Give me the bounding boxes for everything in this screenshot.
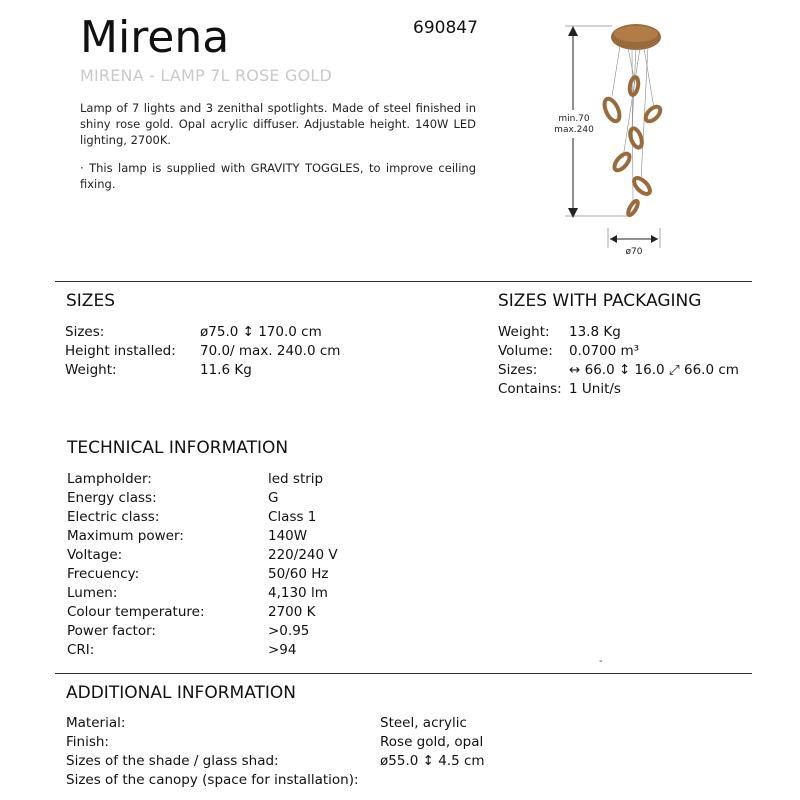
table-row (67, 470, 487, 489)
row-label: Weight: (498, 324, 550, 340)
row-value: ↔ 66.0 ↕ 16.0 ⤢ 66.0 cm (569, 362, 739, 378)
stray-mark: - (599, 656, 603, 667)
product-code: 690847 (413, 18, 478, 38)
table-row (66, 714, 746, 733)
additional-heading: ADDITIONAL INFORMATION (66, 683, 296, 703)
row-value: >94 (268, 642, 297, 658)
table-row (67, 546, 487, 565)
row-label: Height installed: (65, 343, 176, 359)
row-value: G (268, 490, 279, 506)
row-label: Sizes of the shade / glass shad: (66, 753, 279, 769)
table-row (65, 342, 485, 361)
row-label: Frecuency: (67, 566, 140, 582)
sizes-heading: SIZES (66, 291, 115, 311)
row-value: ø55.0 ↕ 4.5 cm (380, 753, 485, 769)
height-label-max: max.240 (554, 125, 594, 135)
table-row (66, 752, 746, 771)
row-label: Energy class: (67, 490, 157, 506)
row-value: led strip (268, 471, 324, 487)
row-value: 4,130 lm (268, 585, 328, 601)
row-label: Sizes: (498, 362, 538, 378)
row-value: 1 Unit/s (569, 381, 621, 397)
table-row (65, 361, 485, 380)
product-description: Lamp of 7 lights and 3 zenithal spotlights. Made of steel finished in shiny rose gold. Opal acrylic diffuser. Adjustable height. 140W LED lighting, 2700K. (80, 101, 476, 147)
row-label: Weight: (65, 362, 117, 378)
row-label: Power factor: (67, 623, 156, 639)
row-value: Rose gold, opal (380, 734, 484, 750)
table-row (67, 527, 487, 546)
table-row (67, 641, 487, 660)
section-divider (55, 281, 752, 282)
row-label: Finish: (66, 734, 109, 750)
height-label-min: min.70 (558, 114, 590, 124)
row-value: 0.0700 m³ (569, 343, 640, 359)
row-value: ø75.0 ↕ 170.0 cm (200, 324, 322, 340)
product-subtitle: MIRENA - LAMP 7L ROSE GOLD (80, 66, 333, 85)
product-note: · This lamp is supplied with GRAVITY TOGGLES, to improve ceiling fixing. (80, 161, 476, 191)
row-label: Lampholder: (67, 471, 152, 487)
table-row (498, 361, 788, 380)
row-value: 2700 K (268, 604, 316, 620)
table-row (67, 489, 487, 508)
table-row (66, 771, 746, 790)
row-label: Lumen: (67, 585, 118, 601)
width-label: ø70 (625, 247, 643, 257)
row-value: 140W (268, 528, 308, 544)
table-row (498, 380, 788, 399)
row-value: 13.8 Kg (569, 324, 621, 340)
row-label: Material: (66, 715, 126, 731)
row-label: CRI: (67, 642, 95, 658)
packaging-table (498, 323, 788, 403)
lamp-dimension-drawing (540, 18, 690, 263)
row-label: Electric class: (67, 509, 160, 525)
table-row (67, 565, 487, 584)
table-row (67, 508, 487, 527)
row-label: Volume: (498, 343, 553, 359)
table-row (65, 323, 485, 342)
sizes-table (65, 323, 485, 383)
product-title: Mirena (80, 12, 230, 63)
table-row (66, 733, 746, 752)
row-label: Sizes: (65, 324, 105, 340)
technical-heading: TECHNICAL INFORMATION (67, 438, 289, 458)
table-row (67, 584, 487, 603)
table-row (67, 622, 487, 641)
row-value: 70.0/ max. 240.0 cm (200, 343, 341, 359)
technical-table (67, 470, 487, 662)
section-divider (55, 673, 752, 674)
row-label: Voltage: (67, 547, 123, 563)
height-arrow-top (568, 26, 578, 36)
table-row (67, 603, 487, 622)
row-value: Steel, acrylic (380, 715, 467, 731)
packaging-heading: SIZES WITH PACKAGING (498, 291, 702, 311)
row-value: Class 1 (268, 509, 317, 525)
row-value: 50/60 Hz (268, 566, 329, 582)
additional-table (66, 714, 746, 794)
row-label: Colour temperature: (67, 604, 205, 620)
row-value: 220/240 V (268, 547, 338, 563)
row-label: Contains: (498, 381, 562, 397)
row-label: Sizes of the canopy (space for installation): (66, 772, 359, 788)
row-label: Maximum power: (67, 528, 184, 544)
table-row (498, 342, 788, 361)
table-row (498, 323, 788, 342)
row-value: 11.6 Kg (200, 362, 252, 378)
row-value: >0.95 (268, 623, 310, 639)
height-arrow-bottom (568, 208, 578, 218)
